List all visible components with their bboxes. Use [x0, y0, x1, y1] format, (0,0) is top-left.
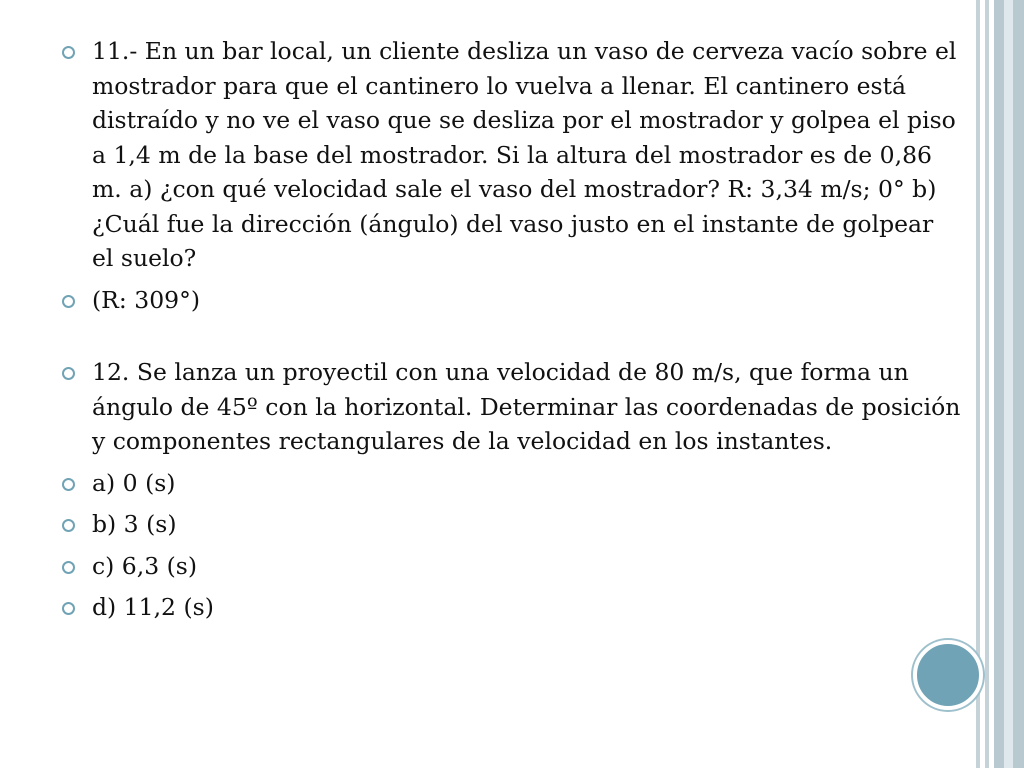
bullet-item-instant-a [62, 466, 962, 501]
bullet-circle-icon [62, 519, 75, 532]
bullet-item-instant-c [62, 549, 962, 584]
bullet-text: c) 6,3 (s) [92, 551, 198, 580]
bullet-text: (R: 309°) [92, 285, 201, 314]
bullet-circle-icon [62, 367, 75, 380]
decorative-circle [913, 640, 983, 710]
frame-band-highlight [1004, 0, 1013, 768]
bullet-circle-icon [62, 46, 75, 59]
bullet-text: b) 3 (s) [92, 510, 177, 538]
bullet-item-instant-b [62, 507, 962, 542]
frame-line [976, 0, 980, 768]
bullet-text: 12. Se lanza un proyectil con una velocidad de 80 m/s, que forma un ángulo de 45º con la horizontal. Determinar las coordenadas de posición y componentes rectangulares de la velocidad en los instantes. [92, 358, 961, 455]
frame-line [985, 0, 989, 768]
bullet-circle-icon [62, 295, 75, 308]
bullet-text: 11.- En un bar local, un cliente desliza un vaso de cerveza vacío sobre el mostrador para que el cantinero lo vuelva a llenar. El cantinero está distraído y no ve el vaso que se desliza por el mostrador y golpea el piso a 1,4 m de la base del mostrador. Si la altura del mostrador es de 0,86 m. a) ¿con qué velocidad sale el vaso del mostrador? R: 3,34 m/s; 0° b) ¿Cuál fue la dirección (ángulo) del vaso justo en el instante de golpear el suelo? [92, 37, 957, 272]
bullet-text: a) 0 (s) [92, 468, 176, 497]
bullet-circle-icon [62, 602, 75, 615]
bullet-item-problem-11 [62, 34, 962, 276]
bullet-item-instant-d [62, 590, 962, 625]
bullet-circle-icon [62, 478, 75, 491]
slide-content [62, 34, 962, 625]
bullet-item-problem-12 [62, 355, 962, 459]
bullet-circle-icon [62, 561, 75, 574]
bullet-item-answer-11b [62, 283, 962, 318]
bullet-text: d) 11,2 (s) [92, 593, 214, 621]
